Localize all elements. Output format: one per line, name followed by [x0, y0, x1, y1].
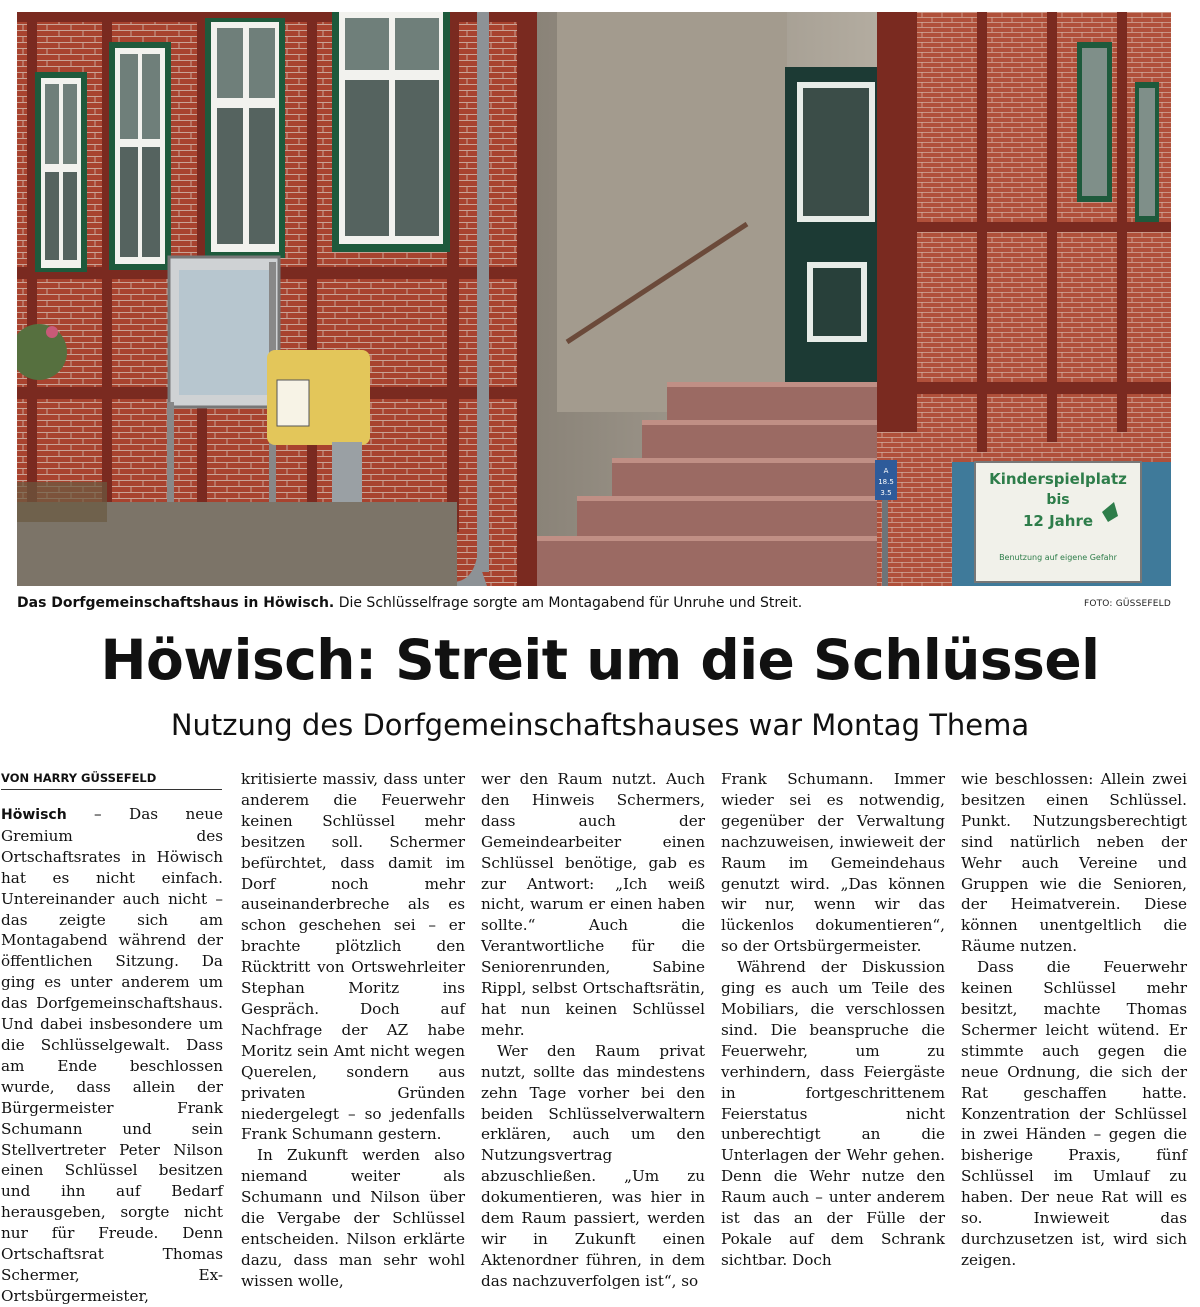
photo-credit: FOTO: GÜSSEFELD [1083, 599, 1171, 609]
paragraph: Frank Schumann. Immer wieder sei es notwendig, gegenüber der Verwaltung nachzuweisen, inwieweit der Raum im Gemeindehaus genutzt wird. „Das können wir nur, wenn wir das lückenlos dokumentieren“, so der Ortsbürgermeister. [721, 770, 945, 956]
paragraph: kritisierte massiv, dass unter anderem die Feuerwehr keinen Schlüssel mehr besitzen soll. Schermer befürchtet, dass damit im Dorf noch mehr auseinanderbreche als es schon geschehen sei – er brachte plötzlich den Rücktritt von Ortswehrleiter Stephan Moritz ins Gespräch. Doch auf Nachfrage der AZ habe Moritz sein Amt nicht wegen Querelen, sondern aus privaten Gründen niedergelegt – so jedenfalls Frank Schumann gestern. [241, 770, 465, 1144]
caption-bold: Das Dorfgemeinschaftshaus in Höwisch. [17, 595, 335, 611]
photo-caption [17, 595, 1171, 617]
subheadline: Nutzung des Dorfgemeinschaftshauses war Montag Thema [170, 708, 1030, 742]
article-photo [17, 12, 1171, 586]
paragraph: wer den Raum nutzt. Auch den Hinweis Schermers, dass auch der Gemeindearbeiter einen Schlüssel benötige, gab es zur Antwort: „Ich weiß nicht, warum er einen haben sollte.“ Auch die Verantwortliche für die Seniorenrunden, Sabine Rippl, selbst Ortschaftsrätin, hat nun keinen Schlüssel mehr. [481, 770, 705, 1039]
paragraph-text: – Das neue Gremium des Ortschaftsrates in Höwisch hat es nicht einfach. Untereinander auch nicht – das zeigte sich am Montagabend während der öffentlichen Sitzung. Da ging es unter anderem um das Dorfgemeinschaftshaus. Und dabei insbesondere um die Schlüsselgewalt. Dass am Ende beschlossen wurde, dass allein der Bürgermeister Frank Schumann und sein Stellvertreter Peter Nilson einen Schlüssel besitzen und ihn auf Bedarf herausgeben, sorgte nicht nur für Freude. Denn Ortschaftsrat Thomas Schermer, Ex-Ortsbürgermeister, [1, 805, 223, 1305]
paragraph: Während der Diskussion ging es auch um Teile des Mobiliars, die verschlossen sind. Die beanspruche die Feuerwehr, um zu verhindern, dass Feiergäste in fortgeschrittenem Feierstatus nicht unberechtigt an die Unterlagen der Wehr gehen. Denn die Wehr nutze den Raum auch – unter anderem ist das an der Fülle der Pokale auf dem Schrank sichtbar. Doch [721, 958, 945, 1269]
sign-line1: Kinderspielplatz [989, 470, 1127, 488]
house-number-line3: 3.5 [880, 489, 892, 497]
article-column-2 [241, 769, 465, 1292]
sign-line2: bis [1046, 492, 1070, 508]
house-number-line1: A [883, 467, 889, 475]
article-column-1 [1, 804, 223, 1307]
paragraph: Wer den Raum privat nutzt, sollte das mindestens zehn Tage vorher bei den beiden Schlüsselverwaltern erklären, auch um den Nutzungsvertrag abzuschließen. „Um zu dokumentieren, was hier in dem Raum passiert, werden wir in Zukunft einen Aktenordner führen, in dem das nachzuverfolgen ist“, so [481, 1041, 705, 1290]
article-column-5 [961, 769, 1187, 1271]
sign-line4: Benutzung auf eigene Gefahr [999, 553, 1117, 562]
paragraph [1, 804, 223, 1307]
caption-text: Die Schlüsselfrage sorgte am Montagabend für Unruhe und Streit. [334, 595, 803, 611]
paragraph: wie beschlossen: Allein zwei besitzen einen Schlüssel. Punkt. Nutzungsberechtigt sind natürlich neben der Wehr auch Vereine und Gruppen wie die Senioren, der Heimatverein. Diese können unentgeltlich die Räume nutzen. [961, 770, 1187, 956]
article-column-4 [721, 769, 945, 1271]
paragraph: Dass die Feuerwehr keinen Schlüssel mehr besitzt, machte Thomas Schermer leicht wütend. Er stimmte auch gegen die neue Ordnung, die sich der Rat geschaffen hatte. Konzentration der Schlüssel in zwei Händen – gegen die bisherige Praxis, fünf Schlüssel im Umlauf zu haben. Der neue Rat will es so. Inwieweit das durchzusetzen ist, wird sich zeigen. [961, 958, 1187, 1269]
lead-place: Höwisch [1, 807, 67, 823]
byline: VON HARRY GÜSSEFELD [1, 771, 222, 790]
headline: Höwisch: Streit um die Schlüssel [100, 628, 1100, 692]
article-column-3 [481, 769, 705, 1292]
house-number-line2: 18.5 [878, 478, 894, 486]
paragraph: In Zukunft werden also niemand weiter als Schumann und Nilson über die Vergabe der Schlüssel entscheiden. Nilson erklärte dazu, dass man sehr wohl wissen wolle, [241, 1146, 465, 1290]
sign-line3: 12 Jahre [1022, 512, 1094, 530]
